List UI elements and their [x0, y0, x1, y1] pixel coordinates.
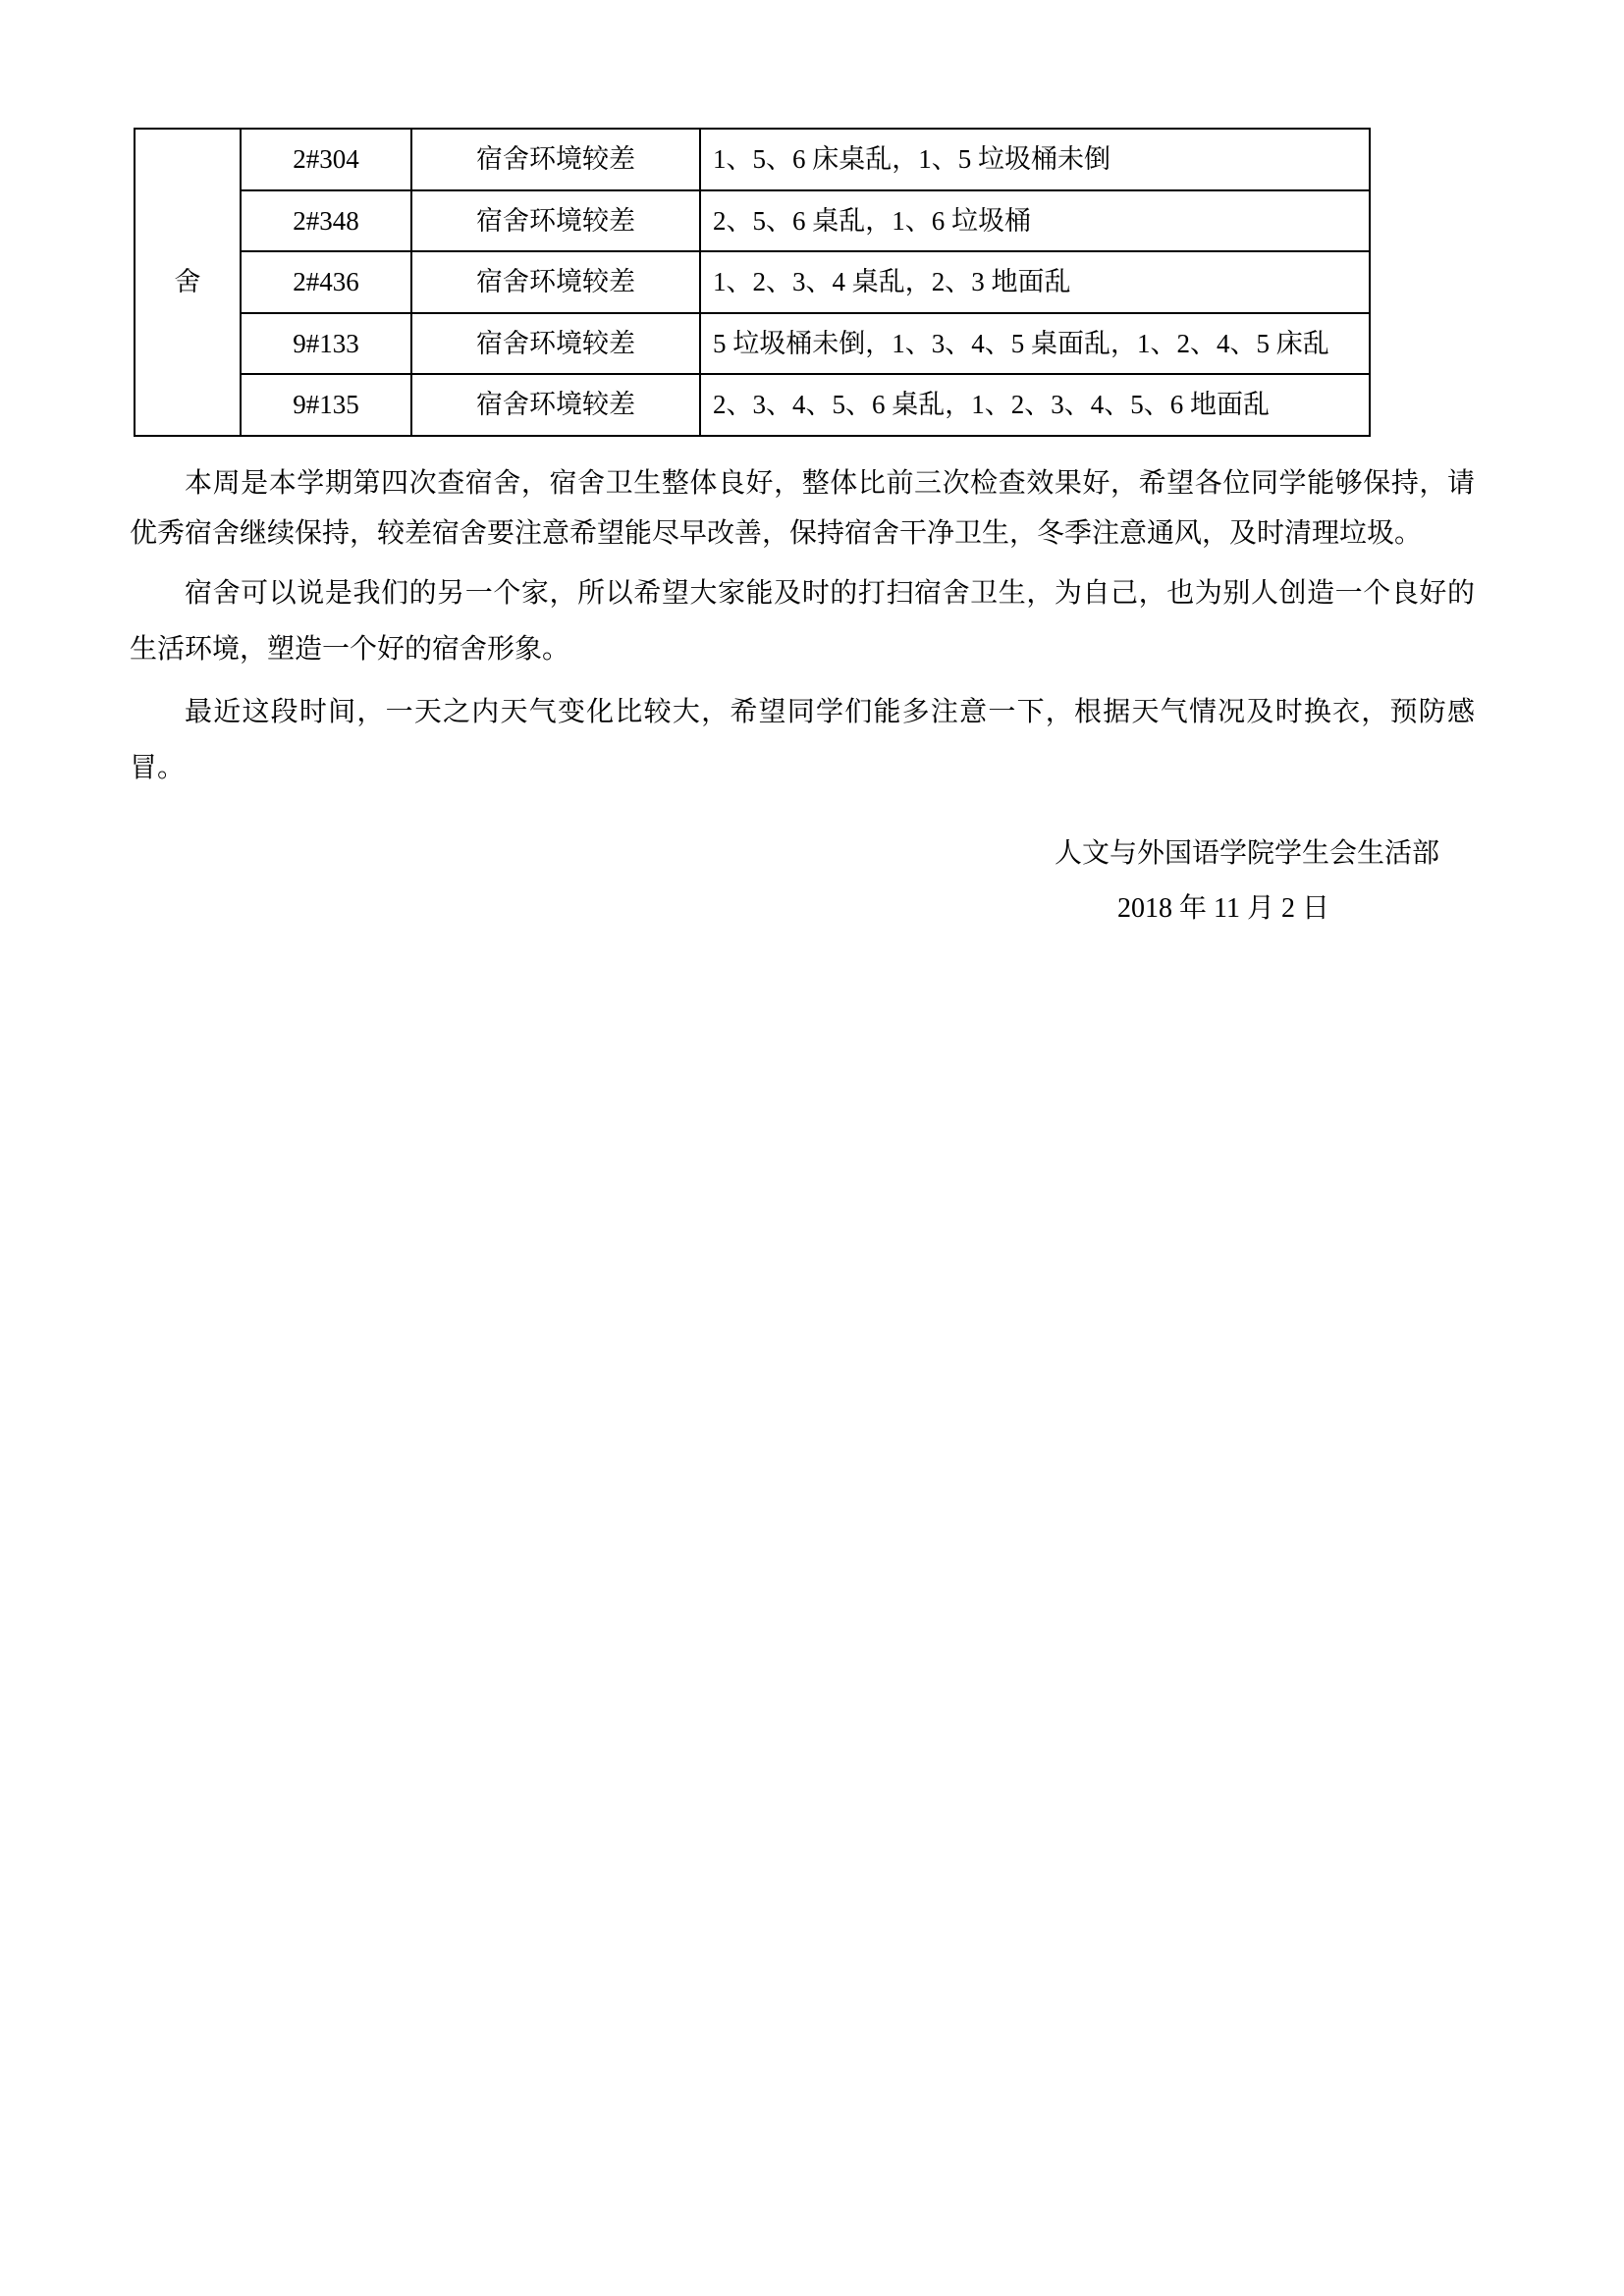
table-body	[135, 129, 1370, 436]
table-row	[135, 129, 1370, 190]
table-cell-detail: 2、3、4、5、6 桌乱，1、2、3、4、5、6 地面乱	[700, 374, 1370, 436]
table-cell-status: 宿舍环境较差	[411, 374, 700, 436]
table-cell-status: 宿舍环境较差	[411, 313, 700, 375]
table-cell-status: 宿舍环境较差	[411, 129, 700, 190]
table-cell-status: 宿舍环境较差	[411, 190, 700, 252]
body-paragraph-2: 宿舍可以说是我们的另一个家，所以希望大家能及时的打扫宿舍卫生，为自己，也为别人创造一个良好的生活环境，塑造一个好的宿舍形象。	[130, 578, 1475, 666]
table-row	[135, 251, 1370, 313]
table-cell-room: 2#348	[241, 190, 411, 252]
table-cell-room: 2#304	[241, 129, 411, 190]
body-paragraph-1: 本周是本学期第四次查宿舍，宿舍卫生整体良好，整体比前三次检查效果好，希望各位同学能够保持，请优秀宿舍继续保持，较差宿舍要注意希望能尽早改善，保持宿舍干净卫生，冬季注意通风，及时清理垃圾。	[130, 467, 1475, 550]
table-cell-detail: 2、5、6 桌乱，1、6 垃圾桶	[700, 190, 1370, 252]
table-row	[135, 374, 1370, 436]
signature-block	[128, 827, 1477, 936]
dorm-inspection-table	[134, 128, 1371, 437]
signature-date: 2018 年 11 月 2 日	[1117, 892, 1329, 924]
table-row	[135, 190, 1370, 252]
table-cell-detail: 5 垃圾桶未倒，1、3、4、5 桌面乱，1、2、4、5 床乱	[700, 313, 1370, 375]
table-cell-status: 宿舍环境较差	[411, 251, 700, 313]
table-cell-detail: 1、2、3、4 桌乱，2、3 地面乱	[700, 251, 1370, 313]
body-paragraph-3: 最近这段时间，一天之内天气变化比较大，希望同学们能多注意一下，根据天气情况及时换衣，预防感冒。	[130, 696, 1475, 784]
signature-organization: 人文与外国语学院学生会生活部	[1054, 837, 1439, 869]
table-row	[135, 313, 1370, 375]
table-cell-room: 2#436	[241, 251, 411, 313]
table-cell-room: 9#133	[241, 313, 411, 375]
table-cell-detail: 1、5、6 床桌乱，1、5 垃圾桶未倒	[700, 129, 1370, 190]
table-row-label: 舍	[135, 129, 241, 436]
table-cell-room: 9#135	[241, 374, 411, 436]
